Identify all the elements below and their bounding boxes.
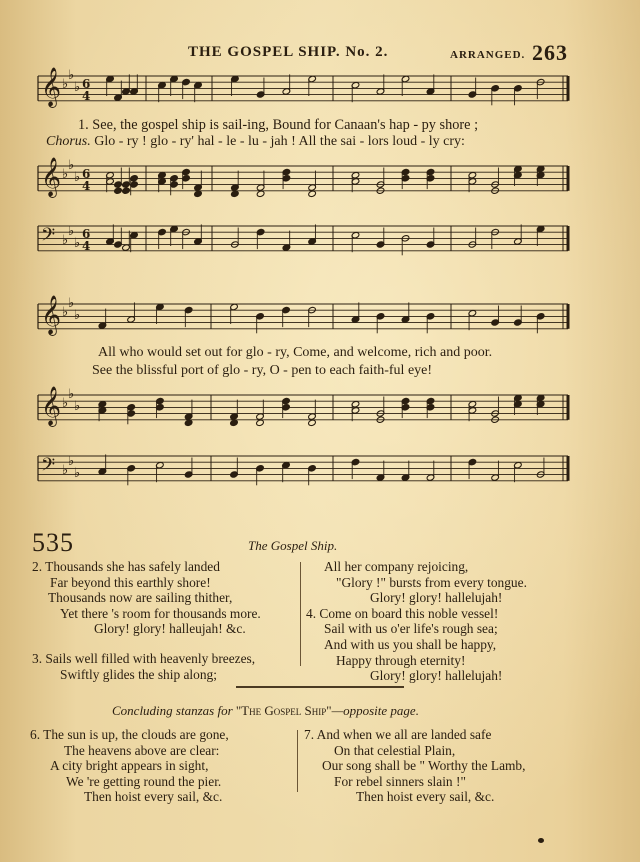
flat-sign: ♭ <box>62 233 69 248</box>
verse-lyric-line-1: 1. See, the gospel ship is sail-ing, Bound for Canaan's hap - py shore ; <box>78 117 479 133</box>
section-divider <box>236 686 404 688</box>
flat-sign: ♭ <box>74 399 81 414</box>
treble-clef: 𝄞 <box>41 157 62 197</box>
stanza-line: And with us you shall be happy, <box>324 636 497 652</box>
stanza-line: The heavens above are clear: <box>64 742 220 758</box>
flat-sign: ♭ <box>68 68 75 83</box>
concluding-suffix: —opposite page. <box>331 703 419 718</box>
flat-sign: ♭ <box>68 387 75 402</box>
stanza-line: On that celestial Plain, <box>334 742 456 758</box>
time-signature: 6 <box>82 227 91 241</box>
concluding-prefix: Concluding stanzas for <box>112 703 233 718</box>
time-signature: 4 <box>82 89 91 103</box>
stanza-line: Thousands now are sailing thither, <box>48 590 233 606</box>
chorus-lyric-row-1 <box>46 134 465 150</box>
concluding-left-column <box>30 727 229 805</box>
time-signature: 6 <box>82 167 91 181</box>
time-signature: 4 <box>82 179 91 193</box>
stanza-line: Far beyond this earthly shore! <box>50 574 211 590</box>
stanza-line: Sail with us o'er life's rough sea; <box>324 621 498 637</box>
flat-sign: ♭ <box>74 170 81 185</box>
stanza-line: Glory! glory! hallelujah! <box>370 590 503 606</box>
treble-clef: 𝄞 <box>41 386 62 426</box>
stanza-line: We 're getting round the pier. <box>66 773 222 789</box>
hymn-left-column <box>32 559 261 682</box>
stanza-line: 3. Sails well filled with heavenly breezes, <box>32 650 256 666</box>
stanza-line: All her company rejoicing, <box>324 559 469 574</box>
stanza-line: Happy through eternity! <box>336 652 466 668</box>
stanza-line: Then hoist every sail, &c. <box>84 789 223 805</box>
stanza-line: 7. And when we all are landed safe <box>304 727 492 742</box>
concluding-heading <box>112 703 419 719</box>
stanza-line: A city bright appears in sight, <box>50 758 209 774</box>
stanza-line: Yet there 's room for thousands more. <box>60 605 261 621</box>
column-divider <box>300 562 301 666</box>
hymn-right-column <box>306 559 527 684</box>
flat-sign: ♭ <box>74 80 81 95</box>
chorus-lyric-line-2: See the blissful port of glo - ry, O - pen to each faith-ful eye! <box>92 363 433 378</box>
stanza-line: Glory! glory! halleujah! &c. <box>94 621 246 637</box>
stanza-line: Then hoist every sail, &c. <box>356 789 495 805</box>
concluding-title: "The Gospel Ship" <box>235 703 332 718</box>
stanza-line: Glory! glory! hallelujah! <box>370 668 503 684</box>
hymn-title: The Gospel Ship. <box>248 538 338 553</box>
flat-sign: ♭ <box>68 158 75 173</box>
flat-sign: ♭ <box>74 466 81 481</box>
arranged-label: ARRANGED. <box>450 49 526 61</box>
stanza-line: 4. Come on board this noble vessel! <box>306 605 499 621</box>
flat-sign: ♭ <box>68 296 75 311</box>
stanza-line: Swiftly glides the ship along; <box>60 666 217 682</box>
treble-clef: 𝄞 <box>41 67 62 107</box>
bass-clef: 𝄢 <box>41 225 56 250</box>
flat-sign: ♭ <box>62 463 69 478</box>
verse-lyric-line-2: All who would set out for glo - ry, Come, and welcome, rich and poor. <box>98 345 493 360</box>
note-head <box>114 187 123 194</box>
hymn-number: 535 <box>32 528 74 557</box>
flat-sign: ♭ <box>62 305 69 320</box>
flat-sign: ♭ <box>62 77 69 92</box>
flat-sign: ♭ <box>62 167 69 182</box>
bass-clef: 𝄢 <box>41 455 56 480</box>
flat-sign: ♭ <box>74 308 81 323</box>
page-number: 263 <box>532 40 568 65</box>
chorus-label: Chorus. <box>46 134 91 149</box>
stanza-line: Our song shall be " Worthy the Lamb, <box>322 758 526 774</box>
stanza-line: For rebel sinners slain !" <box>334 773 466 789</box>
flat-sign: ♭ <box>68 454 75 469</box>
concluding-right-column <box>304 727 525 805</box>
flat-sign: ♭ <box>62 396 69 411</box>
hymn-header-title: THE GOSPEL SHIP. No. 2. <box>188 44 389 60</box>
ink-spot <box>538 838 544 843</box>
stanza-line: 6. The sun is up, the clouds are gone, <box>30 727 229 742</box>
flat-sign: ♭ <box>74 236 81 251</box>
note-head <box>122 187 131 194</box>
time-signature: 4 <box>82 239 91 253</box>
time-signature: 6 <box>82 77 91 91</box>
stanza-line: "Glory !" bursts from every tongue. <box>336 574 527 590</box>
chorus-lyric-line-1: Glo - ry ! glo - ry' hal - le - lu - jah ! All the sai - lors loud - ly cry: <box>94 134 465 149</box>
flat-sign: ♭ <box>68 224 75 239</box>
treble-clef: 𝄞 <box>41 295 62 335</box>
column-divider <box>297 730 298 792</box>
stanza-line: 2. Thousands she has safely landed <box>32 559 220 574</box>
